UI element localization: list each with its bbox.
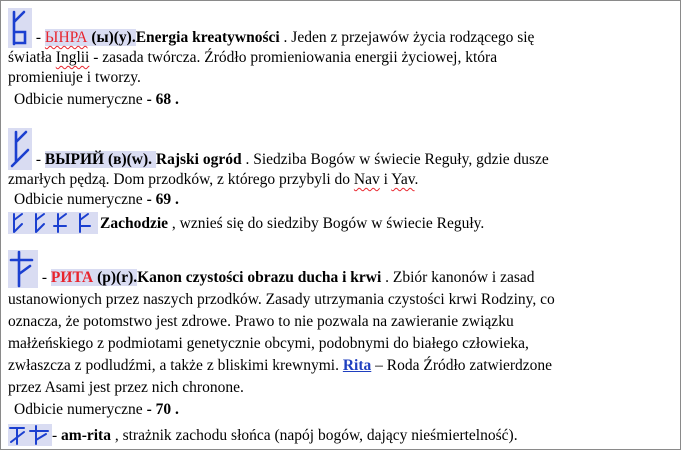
rune-name: ВЫРИЙ xyxy=(44,151,105,168)
entry-text: . Zbiór kanonów i zasad xyxy=(381,269,535,286)
rune-rita-icon xyxy=(8,250,38,288)
numeric-label: Odbicie numeryczne xyxy=(14,91,143,108)
entry-title: Kanon czystości obrazu ducha i krwi xyxy=(137,269,382,286)
entry3-subline xyxy=(8,424,518,446)
numeric-label: Odbicie numeryczne xyxy=(14,191,143,208)
dash: - xyxy=(52,427,62,444)
rune-vyrij-icon xyxy=(8,128,32,170)
entry3-line4 xyxy=(8,334,529,354)
rune-letters: (в)(w). xyxy=(104,151,156,168)
entry3-line6 xyxy=(8,378,244,398)
dash: - xyxy=(35,29,45,46)
rita-link[interactable]: Rita xyxy=(342,357,372,374)
entry-text-term: Yav xyxy=(391,171,415,188)
entry-text: światła xyxy=(8,49,56,66)
entry-text: promieniuje i tworzy. xyxy=(8,69,141,86)
entry-subword: Zachodzie xyxy=(100,215,169,232)
entry-text: . Siedziba Bogów w świecie Reguły, gdzie dusze xyxy=(241,151,549,168)
rune-letters: (р)(r). xyxy=(93,269,138,286)
entry-text: - zasada twórcza. Źródło promieniowania energii życiowej, która xyxy=(89,49,498,66)
dash: - xyxy=(35,151,45,168)
entry-subword: am-rita xyxy=(61,427,111,444)
entry1-line2 xyxy=(8,48,497,68)
entry-text: i xyxy=(379,171,392,188)
rune-name: РИТА xyxy=(50,269,94,286)
entry-text: oznacza, że potomstwo jest zdrowe. Prawo to nie pozwala na zawieranie związku xyxy=(8,313,514,330)
entry3-line1 xyxy=(8,250,535,288)
entry3-line5 xyxy=(8,356,552,376)
entry1-line1 xyxy=(8,8,534,48)
entry-text: małżeńskiego z podmiotami genetycznie obcymi, podobnymi do białego człowieka, xyxy=(8,335,529,352)
numeric-value: - 69 . xyxy=(142,191,179,208)
entry1-numeric xyxy=(8,90,179,110)
entry2-line1 xyxy=(8,128,549,170)
entry-text: , wznieś się do siedziby Bogów w świecie Reguły. xyxy=(168,215,485,232)
rune-letters: (ы)(у). xyxy=(87,29,136,46)
rune-ynra-icon xyxy=(8,8,32,48)
entry-text: . xyxy=(414,171,419,188)
entry-text: zmarłych pędzą. Dom przodków, z którego przybyli do xyxy=(8,171,354,188)
entry-text: ustanowionych przez naszych przodków. Zasady utrzymania czystości krwi Rodziny, co xyxy=(8,291,555,308)
entry3-numeric xyxy=(8,400,179,420)
entry-text: . Jeden z przejawów życia rodzącego się xyxy=(279,29,535,46)
entry3-line3 xyxy=(8,312,514,332)
entry2-numeric xyxy=(8,190,179,210)
entry-text: zwłaszcza z podludźmi, a także z bliskimi krewnymi. xyxy=(8,357,343,374)
entry2-subline xyxy=(8,212,484,234)
entry3-line2 xyxy=(8,290,555,310)
dash: - xyxy=(41,269,51,286)
entry-title: Rajski ogród xyxy=(155,151,242,168)
entry-text-term: Inglii xyxy=(55,49,90,66)
entry-text-term: Nav xyxy=(353,171,380,188)
entry2-line2 xyxy=(8,170,418,190)
numeric-value: - 70 . xyxy=(142,401,179,418)
rune-sequence-icon xyxy=(8,212,98,234)
entry1-line3 xyxy=(8,68,141,88)
entry-title: Energia kreatywności xyxy=(135,29,280,46)
entry-text: przez Asami jest przez nich chronone. xyxy=(8,379,244,396)
rune-name: ЫНРА xyxy=(44,29,88,46)
rune-amrita-icon xyxy=(8,424,52,446)
entry-text: , strażnik zachodu słońca (napój bogów, dający nieśmiertelność). xyxy=(110,427,518,444)
entry-text: – Roda Źródło zatwierdzone xyxy=(371,357,553,374)
numeric-value: - 68 . xyxy=(142,91,179,108)
numeric-label: Odbicie numeryczne xyxy=(14,401,143,418)
